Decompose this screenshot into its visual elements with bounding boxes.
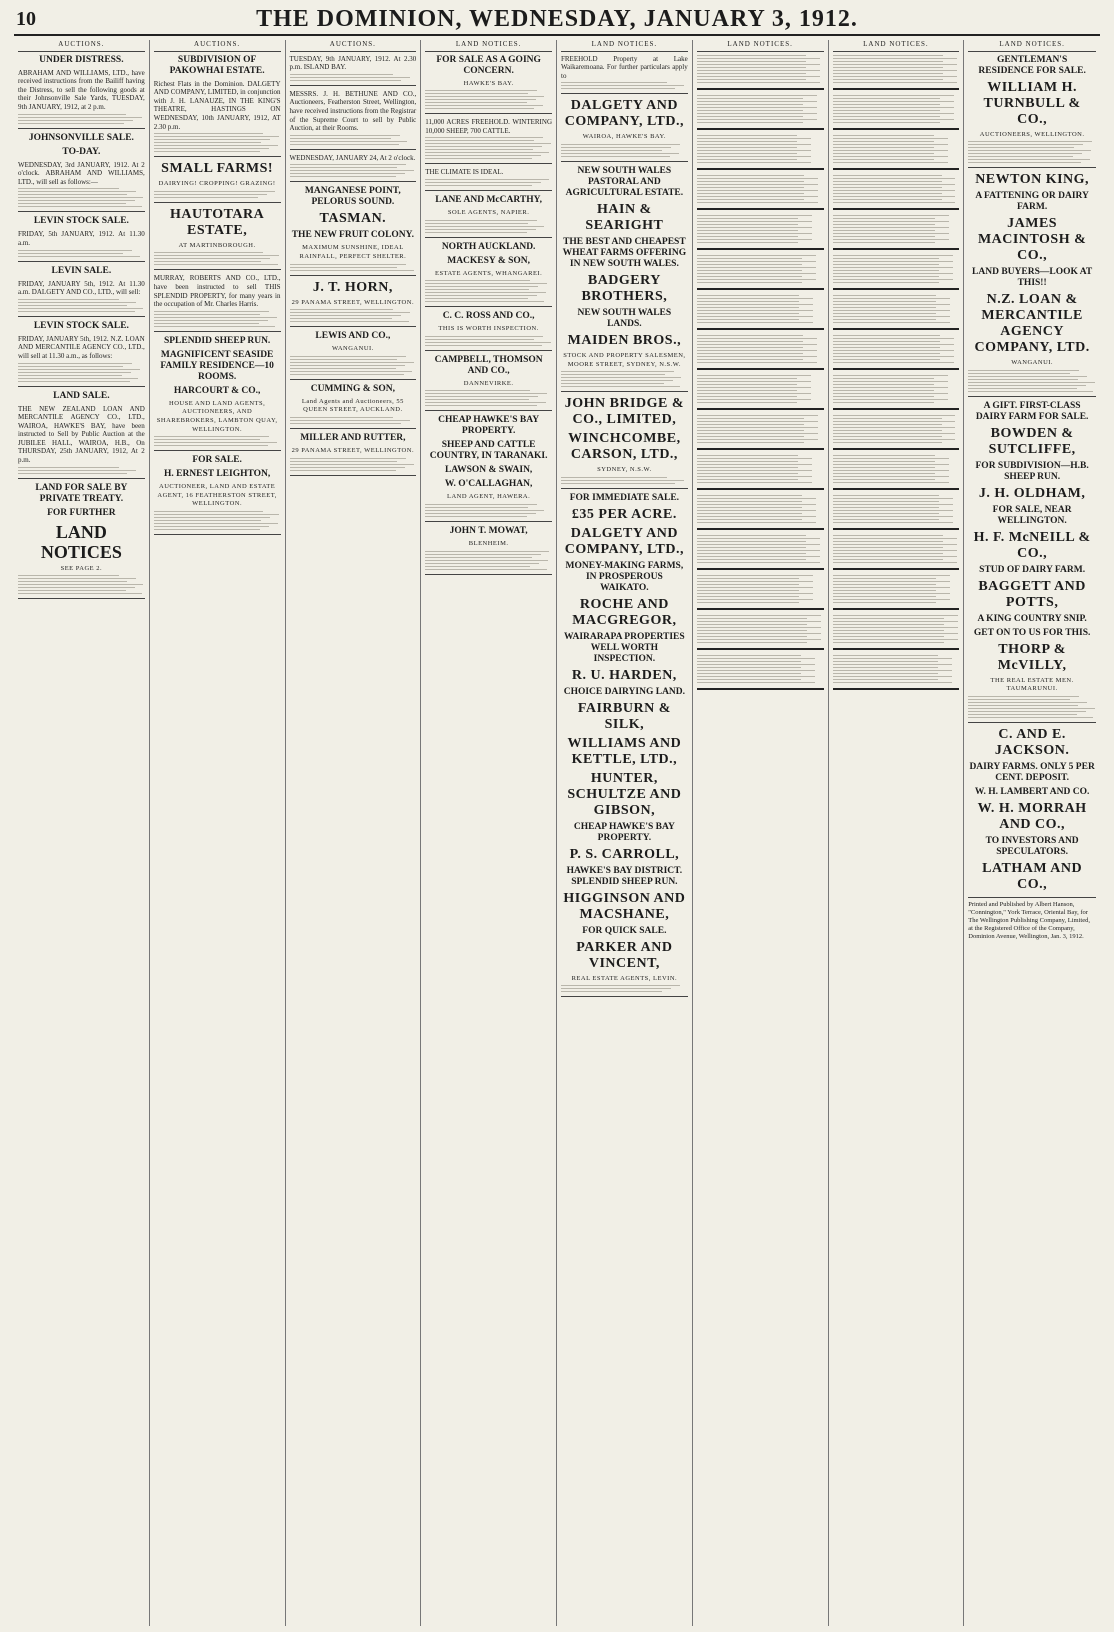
ad-h1: CHOICE DAIRYING LAND. (563, 686, 686, 697)
ad-h2: R. U. HARDEN, (571, 667, 677, 683)
ad-h2: N.Z. LOAN & MERCANTILE AGENCY COMPANY, LTD. (974, 292, 1090, 356)
ad-h1: FOR SALE. (192, 455, 242, 466)
column-8 (964, 40, 1100, 1626)
ad-h2: J. H. OLDHAM, (978, 485, 1086, 501)
text-lines (425, 551, 552, 570)
ad-h2: NEWTON KING, (975, 172, 1090, 188)
ad-h1: LANE AND McCARTHY, (435, 194, 542, 205)
text-lines (833, 375, 960, 403)
ad-h2: WINCHCOMBE, CARSON, LTD., (568, 431, 681, 463)
text-lines (697, 295, 824, 323)
ad-sub: THE REAL ESTATE MEN. TAUMARUNUI. (990, 676, 1074, 693)
text-lines (697, 55, 824, 83)
text-lines (833, 95, 960, 123)
text-lines (833, 175, 960, 203)
column-3 (286, 40, 422, 1626)
ad-h1: THE NEW FRUIT COLONY. (291, 230, 415, 241)
text-lines (425, 90, 552, 109)
ad-sub: MAXIMUM SUNSHINE, IDEAL RAINFALL, PERFECT SHELTER. (299, 244, 407, 260)
ad-h1: MACKESY & SON, (447, 255, 531, 266)
ad-h1: NORTH AUCKLAND. (441, 241, 536, 252)
text-lines (290, 74, 417, 81)
text-lines (561, 985, 688, 992)
ad-h2: BADGERY BROTHERS, (581, 272, 668, 304)
ad-h1: FOR SALE AS A GOING CONCERN. (436, 54, 541, 76)
ad-h2: DALGETY AND COMPANY, LTD., (564, 525, 685, 557)
ad-body: FRIDAY, JANUARY 5th, 1912. N.Z. LOAN AND MERCANTILE AGENCY CO., LTD., will sell at 11.30 a.m., as follows: (18, 334, 145, 360)
ad-sub: THIS IS WORTH INSPECTION. (438, 325, 539, 333)
ad-h3: LAND NOTICES (40, 521, 122, 562)
ad-h1: CHEAP HAWKE'S BAY PROPERTY. (438, 415, 540, 437)
ad-body: WEDNESDAY, 3rd JANUARY, 1912. At 2 o'clock. ABRAHAM AND WILLIAMS, LTD., will sell as follows:— (18, 160, 145, 186)
text-lines (425, 137, 552, 159)
ad-sub: WANGANUI. (331, 345, 374, 353)
masthead (14, 4, 1100, 36)
ad-h2: WILLIAMS AND KETTLE, LTD., (567, 735, 682, 767)
ad-h1: SUBDIVISION OF PAKOWHAI ESTATE. (169, 54, 265, 76)
text-lines (18, 250, 145, 257)
ad-h1: LEVIN SALE. (51, 265, 112, 276)
ad-h1: W. O'CALLAGHAN, (444, 479, 533, 490)
ad-body: FRIDAY, JANUARY 5th, 1912. At 11.30 a.m. DALGETY AND CO., LTD., will sell: (18, 279, 145, 297)
text-lines (968, 370, 1096, 392)
text-lines (697, 95, 824, 123)
text-lines (154, 191, 281, 198)
ad-h1: MANGANESE POINT, PELORUS SOUND. (304, 186, 401, 208)
text-lines (833, 335, 960, 363)
ad-h2: H. F. McNEILL & CO., (973, 529, 1091, 561)
text-lines (290, 356, 417, 375)
text-lines (968, 141, 1096, 163)
ad-h2: BOWDEN & SUTCLIFFE, (988, 425, 1076, 457)
text-lines (18, 363, 145, 382)
ad-body: Richest Flats in the Dominion. DALGETY AND COMPANY, LIMITED, in conjunction with J. H. LANAUZE, IN THE KING'S THEATRE, HASTINGS ON WEDNESDAY, 10th JANUARY, 1912, AT 2.30 p.m. (153, 79, 281, 131)
column-6 (693, 40, 829, 1626)
text-lines (697, 215, 824, 243)
ad-h1: CHEAP HAWKE'S BAY PROPERTY. (573, 821, 675, 843)
text-lines (561, 371, 688, 387)
ad-sub: ESTATE AGENTS, WHANGAREI. (435, 269, 543, 277)
text-lines (833, 415, 960, 443)
text-lines (561, 477, 688, 484)
ad-h2: DALGETY AND COMPANY, LTD., (564, 98, 685, 130)
ad-h2: JAMES MACINTOSH & CO., (977, 216, 1087, 264)
ad-sub: 29 PANAMA STREET, WELLINGTON. (291, 298, 415, 306)
ad-h1: THE BEST AND CHEAPEST WHEAT FARMS OFFERING IN NEW SOUTH WALES. (562, 236, 687, 269)
text-lines (833, 135, 960, 163)
text-lines (697, 455, 824, 483)
ad-h2: LATHAM AND CO., (982, 860, 1083, 892)
ad-sub: HOUSE AND LAND AGENTS, AUCTIONEERS, AND SHAREBROKERS, LAMBTON QUAY, WELLINGTON. (156, 399, 278, 433)
ad-body: ABRAHAM AND WILLIAMS, LTD., have received instructions from the Bailiff having the Distress, to sell the following goods at their Johnsonville Sale Yards, TUESDAY, 9th JANUARY, 1912, at 2 p.m. (18, 68, 145, 111)
column-2 (150, 40, 286, 1626)
text-lines (833, 495, 960, 523)
ad-h1: HARCOURT & CO., (173, 385, 261, 396)
ad-h1: CUMMING & SON, (310, 383, 395, 394)
ad-sub: SYDNEY, N.S.W. (597, 466, 652, 474)
text-lines (154, 252, 281, 265)
text-lines (425, 280, 552, 302)
text-lines (697, 495, 824, 523)
newspaper-title: THE DOMINION, WEDNESDAY, JANUARY 3, 1912. (256, 6, 858, 32)
text-lines (833, 615, 960, 643)
ad-sub: WAIROA, HAWKE'S BAY. (582, 133, 666, 141)
ad-body: FRIDAY, 5th JANUARY, 1912. At 11.30 a.m. (18, 230, 145, 247)
ad-h1: GENTLEMAN'S RESIDENCE FOR SALE. (978, 54, 1086, 76)
column-header: LAND NOTICES. (697, 40, 824, 52)
ad-h1: DAIRY FARMS. ONLY 5 PER CENT. DEPOSIT. (969, 761, 1095, 783)
ad-footer: Printed and Published by Albert Hanson, "Connington," York Terrace, Oriental Bay, for The Wellington Publishing Company, Limited, at the Registered Office of the Company, Dominion Avenue, Wellington, Jan. 3, 1912. (968, 897, 1096, 941)
ad-h1: MILLER AND RUTTER, (300, 432, 406, 443)
text-lines (968, 696, 1096, 718)
ad-h1: LAND FOR SALE BY PRIVATE TREATY. (35, 482, 128, 504)
ad-h2: MAIDEN BROS., (567, 332, 682, 348)
ad-h2: J. T. HORN, (312, 279, 393, 295)
text-lines (154, 511, 281, 530)
ad-h1: MAGNIFICENT SEASIDE FAMILY RESIDENCE—10 ROOMS. (160, 349, 274, 382)
ad-h2: FAIRBURN & SILK, (577, 700, 671, 732)
ad-h2: W. H. MORRAH AND CO., (977, 800, 1087, 832)
column-7 (829, 40, 965, 1626)
ad-h1: A KING COUNTRY SNIP. (977, 613, 1087, 624)
text-lines (833, 215, 960, 243)
text-lines (18, 114, 145, 124)
text-lines (697, 615, 824, 643)
ad-sub: AUCTIONEER, LAND AND ESTATE AGENT, 16 FEATHERSTON STREET, WELLINGTON. (157, 483, 277, 508)
ad-body: MESSRS. J. H. BETHUNE AND CO., Auctioneers, Featherston Street, Wellington, have received instructions from the Registrar of the Supreme Court to sell by Public Auction, at their Rooms. (289, 89, 417, 133)
column-4 (421, 40, 557, 1626)
text-lines (425, 504, 552, 517)
ad-sub: SEE PAGE 2. (60, 564, 103, 572)
ad-h2: £35 PER ACRE. (571, 506, 677, 522)
ad-sub: STOCK AND PROPERTY SALESMEN, MOORE STREET, SYDNEY, N.S.W. (563, 351, 686, 368)
ad-h1: SPLENDID SHEEP RUN. (163, 335, 271, 346)
text-lines (290, 164, 417, 177)
ad-sub: 29 PANAMA STREET, WELLINGTON. (291, 446, 415, 454)
ad-h1: NEW SOUTH WALES LANDS. (577, 307, 672, 329)
text-lines (697, 135, 824, 163)
ad-h1: LEWIS AND CO., (315, 331, 391, 342)
ad-sub: LAND AGENT, HAWERA. (447, 493, 531, 501)
text-lines (697, 255, 824, 283)
text-lines (697, 535, 824, 563)
text-lines (154, 133, 281, 152)
ad-h1: FOR QUICK SALE. (582, 925, 667, 936)
ad-h1: LAWSON & SWAIN, (444, 465, 533, 476)
ad-sub: SOLE AGENTS, NAPIER. (447, 208, 530, 216)
text-lines (833, 455, 960, 483)
ad-h2: HAIN & SEARIGHT (585, 201, 664, 233)
columns (14, 40, 1100, 1626)
ad-h2: JOHN BRIDGE & CO., LIMITED, (564, 396, 685, 428)
text-lines (290, 264, 417, 271)
ad-h1: UNDER DISTRESS. (39, 54, 124, 65)
text-lines (18, 575, 145, 594)
text-lines (697, 375, 824, 403)
ad-h2: P. S. CARROLL, (569, 846, 680, 862)
ad-h1: FOR FURTHER (47, 507, 116, 518)
text-lines (697, 415, 824, 443)
ad-sub: DAIRYING! CROPPING! GRAZING! (158, 180, 276, 188)
text-lines (290, 309, 417, 322)
ad-h1: STUD OF DAIRY FARM. (979, 564, 1086, 575)
ad-h1: LAND SALE. (53, 390, 110, 401)
ad-h1: WAIRARAPA PROPERTIES WELL WORTH INSPECTION. (564, 631, 685, 664)
ad-h1: HAWKE'S BAY DISTRICT. SPLENDID SHEEP RUN. (566, 865, 683, 887)
text-lines (18, 188, 145, 207)
column-5 (557, 40, 693, 1626)
text-lines (697, 575, 824, 603)
ad-sub: WANGANUI. (1011, 359, 1054, 367)
text-lines (290, 135, 417, 145)
text-lines (833, 535, 960, 563)
text-lines (833, 655, 960, 683)
ad-h1: C. C. ROSS AND CO., (442, 311, 535, 322)
ad-h1: FOR SALE, NEAR WELLINGTON. (992, 504, 1072, 526)
ad-h1: NEW SOUTH WALES PASTORAL AND AGRICULTURAL ESTATE. (565, 165, 684, 198)
text-lines (697, 335, 824, 363)
page-number: 10 (16, 8, 36, 30)
ad-sub: AT MARTINBOROUGH. (178, 241, 256, 249)
ad-h1: CAMPBELL, THOMSON AND CO., (434, 354, 543, 376)
ad-h1: H. ERNEST LEIGHTON, (163, 469, 271, 480)
ad-h1: A FATTENING OR DAIRY FARM. (975, 191, 1089, 213)
column-1 (14, 40, 150, 1626)
ad-h2: HUNTER, SCHULTZE AND GIBSON, (567, 770, 682, 818)
ad-body: MURRAY, ROBERTS AND CO., LTD., have been instructed to sell THIS SPLENDID PROPERTY, for many years in the occupation of Mr. Charles Harris. (153, 274, 281, 309)
text-lines (697, 655, 824, 683)
text-lines (154, 436, 281, 446)
column-header: LAND NOTICES. (425, 40, 552, 52)
column-header: LAND NOTICES. (968, 40, 1096, 52)
ad-h1: FOR IMMEDIATE SALE. (569, 492, 680, 503)
text-lines (561, 144, 688, 157)
ad-h2: PARKER AND VINCENT, (576, 939, 673, 971)
text-lines (833, 295, 960, 323)
ad-sub: HAWKE'S BAY. (463, 79, 514, 87)
ad-sub: DANNEVIRKE. (463, 379, 514, 387)
ad-body: TUESDAY, 9th JANUARY, 1912. At 2.30 p.m. ISLAND BAY. (289, 54, 417, 72)
ad-body: WEDNESDAY, JANUARY 24, At 2 o'clock. (289, 153, 416, 162)
ad-h2: THORP & McVILLY, (997, 641, 1067, 673)
ad-h1: JOHN T. MOWAT, (449, 525, 528, 536)
ad-body: FREEHOLD Property at Lake Waikaremoana. For further particulars apply to (561, 54, 688, 80)
ad-sub: AUCTIONEERS, WELLINGTON. (979, 130, 1085, 138)
ad-h1: GET ON TO US FOR THIS. (973, 627, 1091, 638)
ad-sub: BLENHEIM. (468, 539, 509, 547)
ad-h1: LAND BUYERS—LOOK AT THIS!! (972, 267, 1093, 289)
ad-h2: BAGGETT AND POTTS, (978, 578, 1086, 610)
ad-sub: REAL ESTATE AGENTS, LEVIN. (571, 974, 678, 982)
ad-h2: TASMAN. (319, 211, 387, 227)
text-lines (425, 179, 552, 186)
ad-h1: MONEY-MAKING FARMS, IN PROSPEROUS WAIKATO. (565, 560, 684, 593)
text-lines (290, 417, 417, 424)
ad-h2: C. AND E. JACKSON. (994, 726, 1070, 758)
text-lines (833, 255, 960, 283)
column-header: AUCTIONS. (18, 40, 145, 52)
text-lines (833, 575, 960, 603)
ad-body: THE NEW ZEALAND LOAN AND MERCANTILE AGENCY CO., LTD., WAIROA, HAWKE'S BAY, have been instructed to Sell by Public Auction at the JUBILEE HALL, WAIROA, H.B., On THURSDAY, 25th JANUARY, 1912, At 2 p.m. (18, 404, 145, 465)
text-lines (561, 82, 688, 89)
ad-h2: HIGGINSON AND MACSHANE, (563, 890, 686, 922)
ad-h1: JOHNSONVILLE SALE. (28, 132, 134, 143)
column-header: LAND NOTICES. (561, 40, 688, 52)
text-lines (833, 55, 960, 83)
column-header: AUCTIONS. (154, 40, 281, 52)
ad-h2: HAUTOTARA ESTATE, (170, 206, 265, 238)
ad-h1: W. H. LAMBERT AND CO. (974, 786, 1090, 797)
ad-h1: LEVIN STOCK SALE. (33, 216, 129, 227)
ad-sub: Land Agents and Auctioneers, 55 QUEEN STREET, AUCKLAND. (301, 397, 404, 414)
ad-h1: SHEEP AND CATTLE COUNTRY, IN TARANAKI. (429, 440, 548, 462)
ad-body: 11,000 ACRES FREEHOLD. WINTERING 10,000 SHEEP, 700 CATTLE. (425, 118, 552, 135)
ad-h1: A GIFT. FIRST-CLASS DAIRY FARM FOR SALE. (975, 400, 1089, 422)
text-lines (697, 175, 824, 203)
text-lines (18, 299, 145, 312)
ad-h2: SMALL FARMS! (161, 161, 274, 177)
text-lines (425, 220, 552, 233)
text-lines (290, 458, 417, 471)
column-header: LAND NOTICES. (833, 40, 960, 52)
ad-h2: ROCHE AND MACGREGOR, (572, 596, 677, 628)
text-lines (154, 311, 281, 327)
ad-h1: FOR SUBDIVISION—H.B. SHEEP RUN. (975, 460, 1089, 482)
ad-h1: TO-DAY. (62, 146, 101, 157)
ad-h1: LEVIN STOCK SALE. (33, 320, 129, 331)
ad-h1: TO INVESTORS AND SPECULATORS. (985, 835, 1079, 857)
text-lines (425, 390, 552, 406)
ad-body: THE CLIMATE IS IDEAL. (425, 168, 504, 177)
text-lines (425, 336, 552, 346)
text-lines (18, 467, 145, 474)
column-header: AUCTIONS. (290, 40, 417, 52)
ad-h2: WILLIAM H. TURNBULL & CO., (983, 79, 1081, 127)
